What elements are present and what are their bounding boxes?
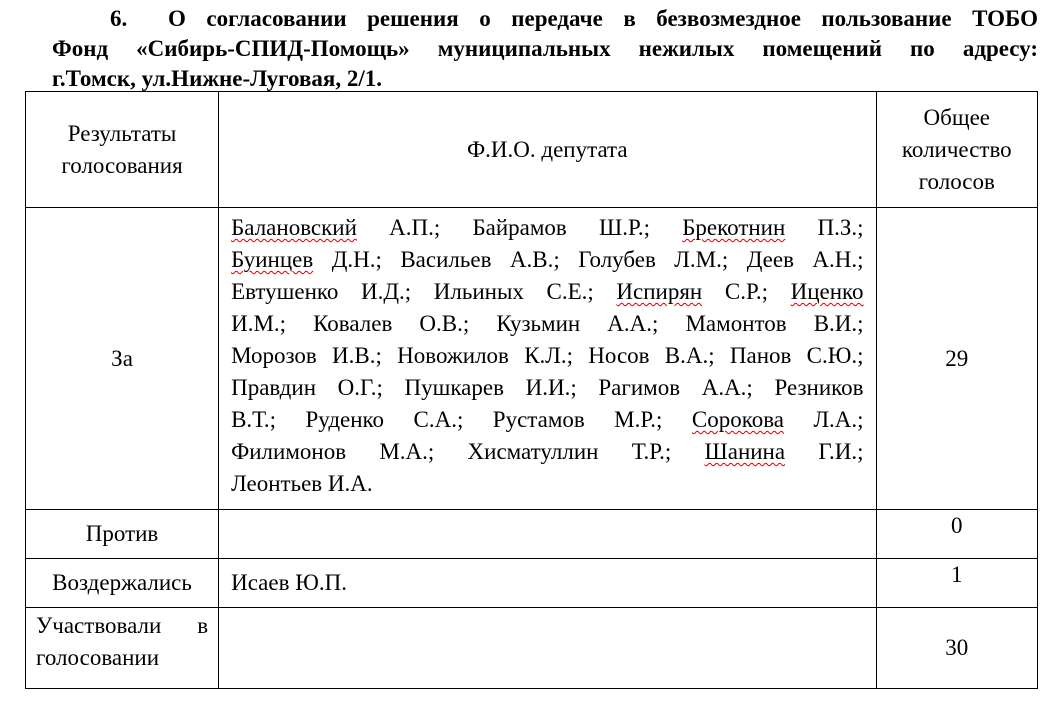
section-number: 6.	[110, 6, 128, 31]
heading-line-1: 6. О согласовании решения о передаче в безвозмездное пользование ТОБО	[52, 4, 1038, 34]
names-line: Евтушенко И.Д.; Ильиных С.Е.; Испирян С.Р.; Иценко	[231, 279, 864, 304]
names-line: Морозов И.В.; Новожилов К.Л.; Носов В.А.; Панов С.Ю.;	[231, 343, 864, 368]
count-for: 29	[876, 208, 1037, 510]
header-results: Результаты голосования	[26, 92, 219, 208]
table-row-participated	[26, 608, 1038, 689]
deputies-against-list	[219, 510, 876, 559]
heading-line-3: г.Томск, ул.Нижне-Луговая, 2/1.	[52, 66, 382, 91]
table-row-against	[26, 510, 1038, 559]
names-line: Балановский А.П.; Байрамов Ш.Р.; Брекотнин П.З.;	[231, 215, 864, 240]
result-label-abstained: Воздержались	[26, 559, 219, 608]
table-header-row	[26, 92, 1038, 208]
count-against: 0	[876, 510, 1037, 559]
count-participated: 30	[876, 608, 1037, 689]
names-line: В.Т.; Руденко С.А.; Рустамов М.Р.; Сорокова Л.А.;	[231, 407, 864, 432]
deputies-for-list	[219, 208, 876, 510]
table-row-abstained	[26, 559, 1038, 608]
names-line: Филимонов М.А.; Хисматуллин Т.Р.; Шанина Г.И.;	[231, 439, 864, 464]
header-total: Общее количество голосов	[876, 92, 1037, 208]
names-line: И.М.; Ковалев О.В.; Кузьмин А.А.; Мамонтов В.И.;	[231, 311, 864, 336]
section-heading	[52, 4, 1038, 94]
result-label-against: Против	[26, 510, 219, 559]
deputies-abstained-list: Исаев Ю.П.	[219, 559, 876, 608]
deputies-participated-list	[219, 608, 876, 689]
voting-results-table	[25, 91, 1038, 689]
table-row-for	[26, 208, 1038, 510]
result-label-participated: Участвовали в голосовании	[26, 608, 219, 689]
names-line: Правдин О.Г.; Пушкарев И.И.; Рагимов А.А.; Резников	[231, 375, 864, 400]
names-line: Леонтьев И.А.	[231, 471, 373, 496]
header-deputies: Ф.И.О. депутата	[219, 92, 876, 208]
heading-line-2: Фонд «Сибирь-СПИД-Помощь» муниципальных нежилых помещений по адресу:	[52, 36, 1038, 61]
names-line: Буинцев Д.Н.; Васильев А.В.; Голубев Л.М.; Деев А.Н.;	[231, 247, 864, 272]
result-label-for: За	[26, 208, 219, 510]
count-abstained: 1	[876, 559, 1037, 608]
